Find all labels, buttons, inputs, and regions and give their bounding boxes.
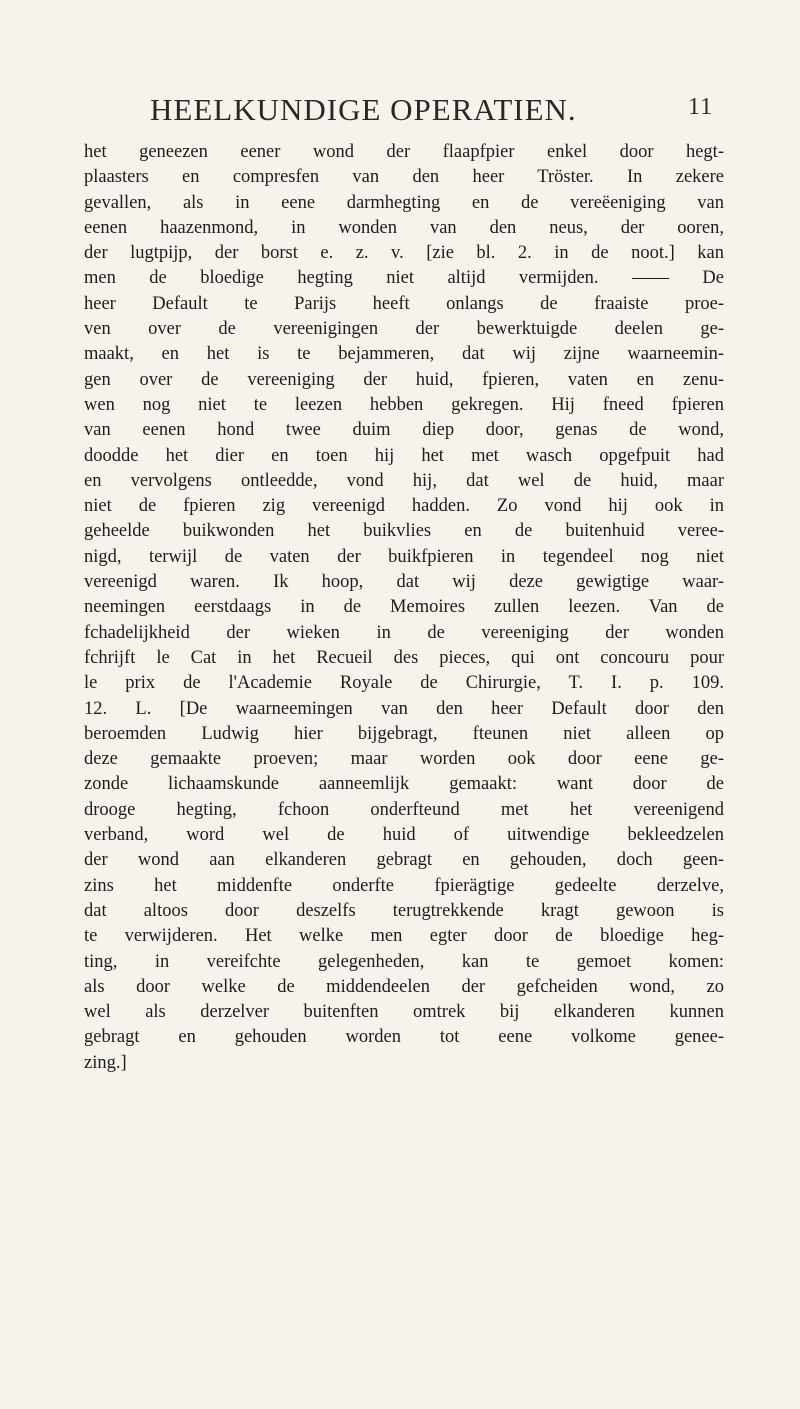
text-line: drooge hegting, fchoon onderfteund met het vereenigend xyxy=(84,799,724,820)
text-line: verband, word wel de huid of uitwendige bekleedzelen xyxy=(84,825,724,846)
body-text xyxy=(84,140,724,1076)
text-line: niet de fpieren zig vereenigd hadden. Zo vond hij ook in xyxy=(84,496,724,517)
text-line: en vervolgens ontleedde, vond hij, dat wel de huid, maar xyxy=(84,470,724,491)
text-line: deze gemaakte proeven; maar worden ook door eene ge- xyxy=(84,749,724,770)
text-line: men de bloedige hegting niet altijd vermijden. —— De xyxy=(84,268,724,289)
text-line: zins het middenfte onderfte fpierägtige gedeelte derzelve, xyxy=(84,875,724,896)
text-line: vereenigd waren. Ik hoop, dat wij deze gewigtige waar- xyxy=(84,572,724,593)
text-line: wel als derzelver buitenften omtrek bij elkanderen kunnen xyxy=(84,1002,724,1023)
text-line: te verwijderen. Het welke men egter door de bloedige heg- xyxy=(84,926,724,947)
text-line: ven over de vereenigingen der bewerktuigde deelen ge- xyxy=(84,319,724,340)
text-line: ting, in vereifchte gelegenheden, kan te gemoet komen: xyxy=(84,951,724,972)
running-head xyxy=(150,92,714,132)
text-line: het geneezen eener wond der flaapfpier enkel door hegt- xyxy=(84,142,724,162)
text-line: zonde lichaamskunde aanneemlijk gemaakt: want door de xyxy=(84,774,724,795)
text-line: nigd, terwijl de vaten der buikfpieren in tegendeel nog niet xyxy=(84,546,724,567)
text-line: als door welke de middendeelen der gefcheiden wond, zo xyxy=(84,976,724,997)
text-line: wen nog niet te leezen hebben gekregen. Hij fneed fpieren xyxy=(84,394,724,415)
text-line: maakt, en het is te bejammeren, dat wij zijne waarneemin- xyxy=(84,344,724,365)
text-line: doodde het dier en toen hij het met wasch opgefpuit had xyxy=(84,445,724,466)
text-line: fchadelijkheid der wieken in de vereeniging der wonden xyxy=(84,622,724,643)
page-number: 11 xyxy=(688,94,714,120)
text-line: dat altoos door deszelfs terugtrekkende kragt gewoon is xyxy=(84,900,724,921)
text-line: beroemden Ludwig hier bijgebragt, fteunen niet alleen op xyxy=(84,723,724,744)
text-line: 12. L. [De waarneemingen van den heer Default door den xyxy=(84,698,724,719)
running-head-title: HEELKUNDIGE OPERATIEN. xyxy=(150,92,577,127)
text-line: neemingen eerstdaags in de Memoires zullen leezen. Van de xyxy=(84,597,724,618)
text-line: der lugtpijp, der borst e. z. v. [zie bl. 2. in de noot.] kan xyxy=(84,243,724,264)
text-line: heer Default te Parijs heeft onlangs de fraaiste proe- xyxy=(84,293,724,314)
text-line: geheelde buikwonden het buikvlies en de buitenhuid veree- xyxy=(84,521,724,542)
text-line: fchrijft le Cat in het Recueil des pieces, qui ont concouru pour xyxy=(84,647,724,668)
text-line: zing.] xyxy=(84,1052,127,1073)
text-line: gebragt en gehouden worden tot eene volkome genee- xyxy=(84,1027,724,1048)
text-line: plaasters en compresfen van den heer Tröster. In zekere xyxy=(84,167,724,188)
text-line: le prix de l'Academie Royale de Chirurgie, T. I. p. 109. xyxy=(84,673,724,694)
text-line: eenen haazenmond, in wonden van den neus, der ooren, xyxy=(84,217,724,238)
text-line: der wond aan elkanderen gebragt en gehouden, doch geen- xyxy=(84,850,724,871)
text-line: gevallen, als in eene darmhegting en de vereëeniging van xyxy=(84,192,724,213)
text-line: gen over de vereeniging der huid, fpieren, vaten en zenu- xyxy=(84,369,724,390)
text-line: van eenen hond twee duim diep door, genas de wond, xyxy=(84,420,724,441)
